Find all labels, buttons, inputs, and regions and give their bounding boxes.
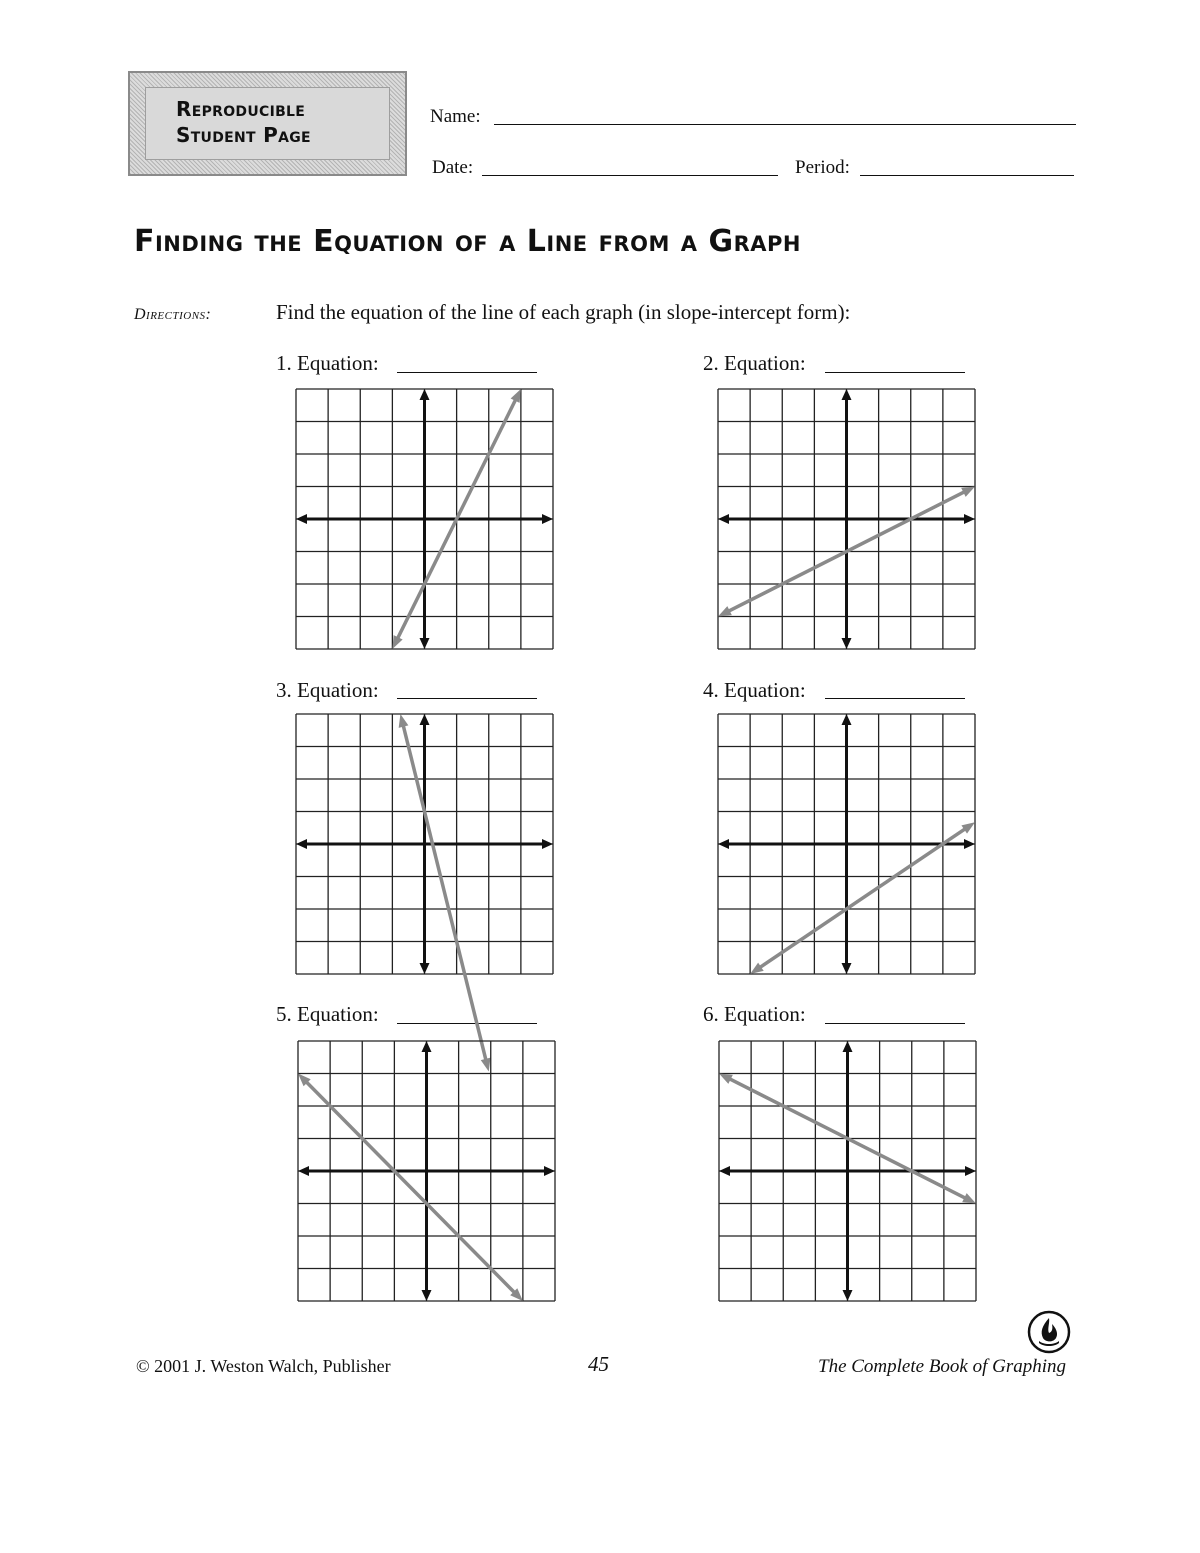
graph-6 xyxy=(719,1041,976,1301)
page-title: Finding the Equation of a Line from a Graph xyxy=(134,224,802,259)
graph-1 xyxy=(296,389,553,649)
copyright-text: © 2001 J. Weston Walch, Publisher xyxy=(136,1356,391,1376)
x-axis-arrow-left xyxy=(296,514,307,524)
x-axis-arrow-right xyxy=(542,514,553,524)
graph-4 xyxy=(718,714,975,974)
problem-1-label: 1. Equation: xyxy=(276,351,379,375)
graph-line-arrowhead-end xyxy=(961,487,975,497)
period-label: Period: xyxy=(795,157,850,178)
y-axis-arrow-up xyxy=(842,389,852,400)
y-axis-arrow-down xyxy=(842,963,852,974)
x-axis-arrow-right xyxy=(544,1166,555,1176)
badge-line-1: Reproducible xyxy=(176,97,306,121)
x-axis-arrow-right xyxy=(964,514,975,524)
x-axis-arrow-right xyxy=(542,839,553,849)
problem-5-label: 5. Equation: xyxy=(276,1002,379,1026)
x-axis-arrow-left xyxy=(718,839,729,849)
x-axis-arrow-right xyxy=(965,1166,976,1176)
y-axis-arrow-up xyxy=(843,1041,853,1052)
date-field[interactable] xyxy=(482,175,778,176)
graph-line xyxy=(402,720,487,1066)
y-axis-arrow-up xyxy=(842,714,852,725)
name-field[interactable] xyxy=(494,124,1076,125)
problem-1-answer-blank[interactable] xyxy=(397,372,537,373)
y-axis-arrow-down xyxy=(842,638,852,649)
x-axis-arrow-right xyxy=(964,839,975,849)
y-axis-arrow-up xyxy=(420,389,430,400)
reproducible-student-page-badge xyxy=(128,71,407,176)
badge-inner xyxy=(145,87,390,160)
y-axis-arrow-down xyxy=(420,963,430,974)
problem-4-label: 4. Equation: xyxy=(703,678,806,702)
name-label: Name: xyxy=(430,106,481,127)
x-axis-arrow-left xyxy=(719,1166,730,1176)
problem-4-answer-blank[interactable] xyxy=(825,698,965,699)
problem-2-label: 2. Equation: xyxy=(703,351,806,375)
problem-5-answer-blank[interactable] xyxy=(397,1023,537,1024)
graph-line-arrowhead-end xyxy=(962,1193,976,1203)
graph-line-arrowhead-end xyxy=(511,389,521,403)
directions-text: Find the equation of the line of each graph (in slope-intercept form): xyxy=(276,300,851,324)
graph-line xyxy=(755,826,970,971)
y-axis-arrow-up xyxy=(420,714,430,725)
problem-6-label: 6. Equation: xyxy=(703,1002,806,1026)
y-axis-arrow-down xyxy=(843,1290,853,1301)
y-axis-arrow-down xyxy=(422,1290,432,1301)
problem-3-label: 3. Equation: xyxy=(276,678,379,702)
y-axis-arrow-down xyxy=(420,638,430,649)
x-axis-arrow-left xyxy=(718,514,729,524)
graph-line-arrowhead-start xyxy=(719,1074,733,1084)
x-axis-arrow-left xyxy=(298,1166,309,1176)
flame-logo-icon xyxy=(1026,1309,1072,1355)
badge-line-2: Student Page xyxy=(176,123,311,147)
graph-2 xyxy=(718,389,975,649)
directions-label: Directions: xyxy=(134,306,212,323)
problem-3-answer-blank[interactable] xyxy=(397,698,537,699)
problem-2-answer-blank[interactable] xyxy=(825,372,965,373)
y-axis-arrow-up xyxy=(422,1041,432,1052)
problem-6-answer-blank[interactable] xyxy=(825,1023,965,1024)
date-label: Date: xyxy=(432,157,474,178)
period-field[interactable] xyxy=(860,175,1074,176)
graph-3 xyxy=(296,714,553,974)
graph-5 xyxy=(298,1041,555,1301)
graph-line-arrowhead-start xyxy=(718,606,732,616)
x-axis-arrow-left xyxy=(296,839,307,849)
book-title: The Complete Book of Graphing xyxy=(818,1356,1067,1377)
graph-line xyxy=(302,1078,518,1297)
graph-line-arrowhead-start xyxy=(392,635,402,649)
graph-line-arrowhead-start xyxy=(399,714,409,728)
page-number: 45 xyxy=(588,1352,609,1376)
